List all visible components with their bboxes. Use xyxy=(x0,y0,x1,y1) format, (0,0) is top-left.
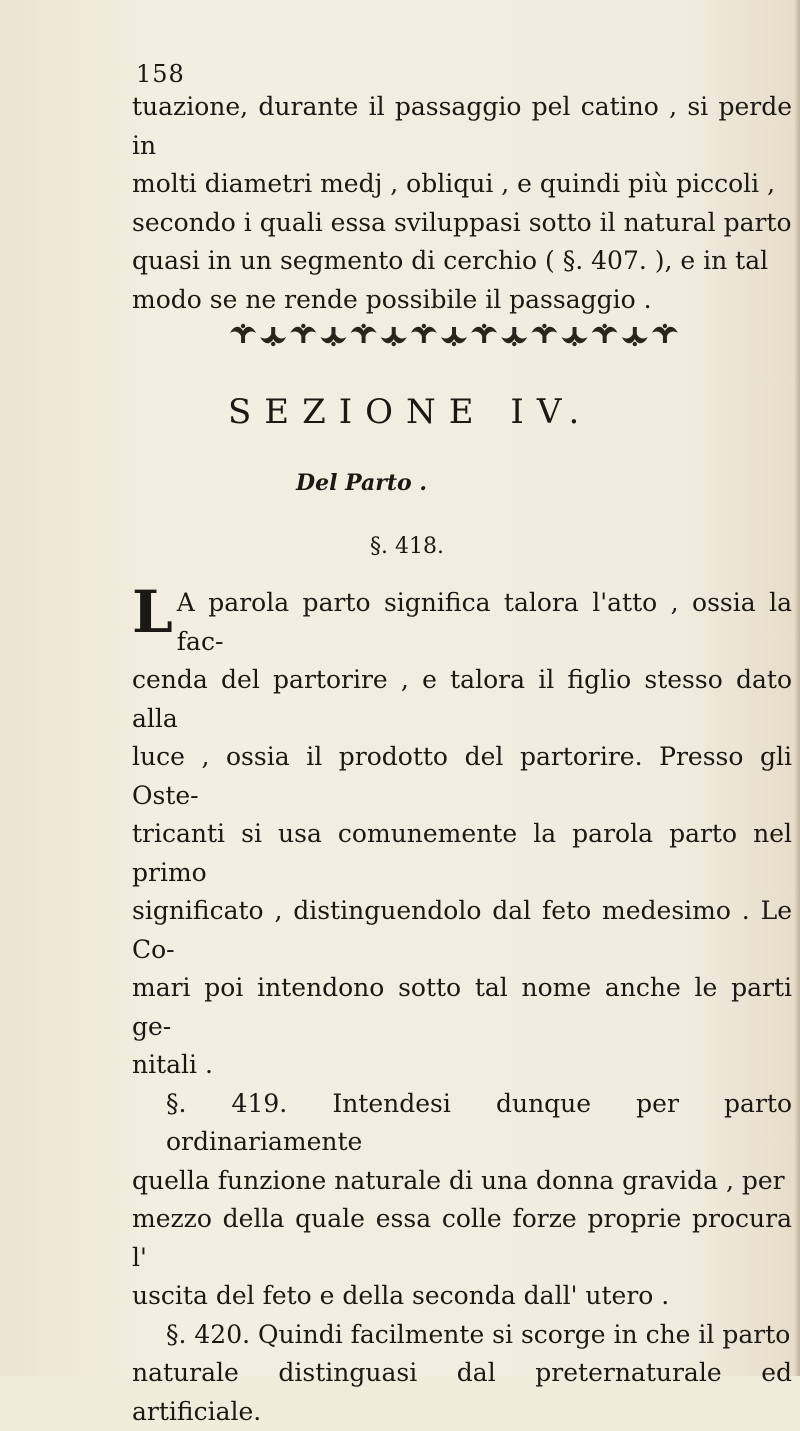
section-subtitle: Del Parto . xyxy=(296,470,427,496)
text-line: tricanti si usa comunemente la parola parto nel primo xyxy=(132,815,792,892)
decorative-fleuron-band-icon xyxy=(228,320,680,350)
text-line: modo se ne rende possibile il passaggio . xyxy=(132,281,792,320)
text-line: §. 420. Quindi facilmente si scorge in che il parto xyxy=(132,1316,792,1355)
main-text xyxy=(132,584,792,1431)
text-line: significato , distinguendolo dal feto medesimo . Le Co- xyxy=(132,892,792,969)
page-edge-shadow xyxy=(794,0,800,1376)
text-line: cenda del partorire , e talora il figlio stesso dato alla xyxy=(132,661,792,738)
paragraph-419 xyxy=(132,1085,792,1316)
text-line: secondo i quali essa sviluppasi sotto il natural parto xyxy=(132,204,792,243)
text-line: quasi in un segmento di cerchio ( §. 407. ), e in tal xyxy=(132,242,792,281)
drop-cap: L xyxy=(132,586,173,638)
top-paragraph xyxy=(132,88,792,319)
section-title: SEZIONE IV. xyxy=(228,392,628,432)
text-line: A parola parto significa talora l'atto , ossia la fac- xyxy=(132,584,792,661)
text-line: nitali . xyxy=(132,1046,792,1085)
text-line: §. 419. Intendesi dunque per parto ordinariamente xyxy=(132,1085,792,1162)
page-number: 158 xyxy=(136,60,185,88)
text-line: molti diametri medj , obliqui , e quindi più piccoli , xyxy=(132,165,792,204)
section-mark: §. 418. xyxy=(370,534,444,559)
text-line: luce , ossia il prodotto del partorire. Presso gli Oste- xyxy=(132,738,792,815)
text-line: quella funzione naturale di una donna gravida , per xyxy=(132,1162,792,1201)
paragraph-418 xyxy=(132,584,792,1085)
paragraph-420 xyxy=(132,1316,792,1431)
text-line: uscita del feto e della seconda dall' utero . xyxy=(132,1277,792,1316)
text-line: tuazione, durante il passaggio pel catino , si perde in xyxy=(132,88,792,165)
text-line: mari poi intendono sotto tal nome anche le parti ge- xyxy=(132,969,792,1046)
text-line: naturale distinguasi dal preternaturale ed artificiale. xyxy=(132,1354,792,1431)
text-line: mezzo della quale essa colle forze proprie procura l' xyxy=(132,1200,792,1277)
